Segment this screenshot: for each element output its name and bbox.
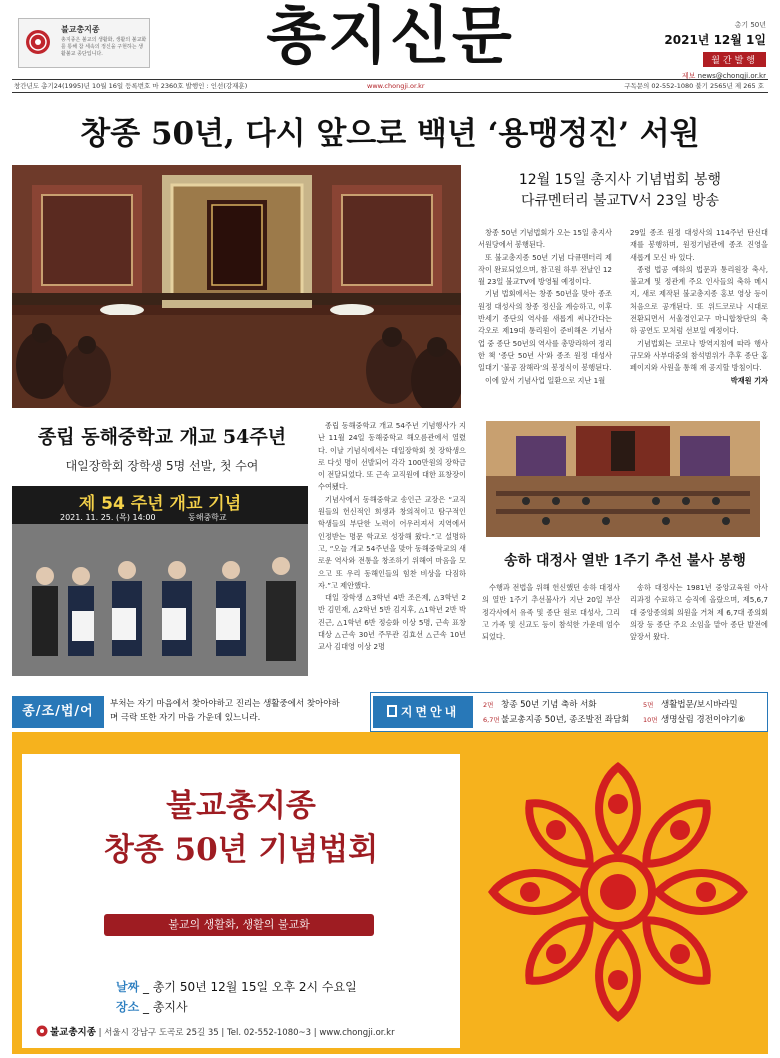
issue-info <box>664 20 766 81</box>
guide-page: 10면 <box>643 716 658 724</box>
article1-paragraph: 종령 법공 예하의 법문과 통리원장 축사, 불교계 및 정관계 주요 인사들의 축하 메시지, 새로 제작된 불교총지종 홍보 영상 등이 처음으로 공개된다. 또 위드코로나 시대로 전환되면서 서울경인교구 마니합창단의 축하 공연도 모처럼 선보일 예정이다. <box>630 264 768 336</box>
ad-place-line <box>116 998 188 1015</box>
ad-date-line <box>116 978 357 995</box>
dharma-wheel-small-icon <box>36 1025 48 1037</box>
masthead-info-box <box>18 18 150 68</box>
anniversary-ad[interactable] <box>12 732 768 1054</box>
article3-paragraph: 송하 대정사는 1981년 중앙교육원 아사리과정 수료하고 승직에 올랐으며, 제5,6,7대 중앙종의회 의원을 거쳐 제 6,7대 종의회 의장 등 종단 주요 소임을 맡아 종단 발전에 앞장서 왔다. <box>630 583 768 642</box>
masthead <box>0 0 780 78</box>
article1-paragraph: 또 불교총지종 50년 기념 다큐멘터리 제작이 완료되었으며, 참고원 하루 전날인 12월 23일 불교TV에 방영될 예정이다. <box>478 252 612 287</box>
website-link[interactable]: www.chongji.or.kr <box>367 82 425 90</box>
memorial-service-photo <box>486 421 760 537</box>
guide-item[interactable] <box>643 699 738 711</box>
ad-title <box>22 784 460 872</box>
guide-page: 2면 <box>483 701 494 709</box>
article1-paragraph: 기념 법회에서는 창종 50년을 맞아 종조 원정 대성사의 창종 정신을 계승하고, 이후 반세기 종단의 역사를 새롭게 써나간다는 각오로 제19대 통리원이 준비해온 기념사업 중 종단 50년의 역사를 총망라하여 정리한 책 '종단 50년 사'와 종조 원정 대성사 일대기 '불공 잠해라'의 봉정식이 봉행된다. <box>478 289 612 373</box>
guide-item[interactable] <box>643 714 745 726</box>
ad-title-line2: 창종 50년 기념법회 <box>103 832 379 868</box>
tip-email-address[interactable]: news@chongji.or.kr <box>697 72 766 80</box>
article1-column2 <box>630 227 768 387</box>
ad-place-label: 장소 <box>116 1000 140 1014</box>
article3-title[interactable]: 송하 대정사 열반 1주기 추선 불사 봉행 <box>504 553 746 569</box>
article1-column1 <box>478 227 612 387</box>
ad-place-value: _ 총지사 <box>143 1000 188 1014</box>
publication-info-bar <box>12 79 768 93</box>
since-label: 총기 50년 <box>734 21 766 29</box>
school-anniversary-photo <box>12 486 308 676</box>
article1-paragraph: 이에 앞서 기념사업 일환으로 지난 1월 <box>485 375 606 385</box>
school-banner-date: 2021. 11. 25. (목) 14:00 <box>60 513 156 522</box>
article2-subtitle: 대일장학회 장학생 5명 선발, 첫 수여 <box>65 459 259 473</box>
guide-title: 창종 50년 기념 축하 서화 <box>501 700 597 710</box>
article3-column1 <box>482 582 620 643</box>
dharma-wheel-logo-icon <box>25 29 51 55</box>
box-text: 총지종은 불교의 생활화, 생활의 불교화를 통해 참 세속의 정신을 구현하는 생활불교 종단입니다. <box>61 37 147 57</box>
issue-date: 2021년 12월 1일 <box>664 33 766 47</box>
monthly-badge: 월간발행 <box>703 52 766 67</box>
school-banner-text: 제 54 주년 개교 기념 <box>78 494 242 514</box>
article2-paragraph: 대일 장학생 △3학년 4반 조은제, △3학년 2반 김민재, △2학년 5반 김지후, △1학년 2반 박진근, △1학년 6반 정승화 이상 5명, 근속 표창 대상 △근속 30년 주무관 김효선 △근속 10년 교사 김대영 이상 2명 <box>318 593 466 652</box>
motto-text: 부처는 자기 마음에서 찾아야하고 진리는 생활중에서 찾아야하며 극락 또한 자기 마음 가운데 있느니라. <box>110 699 340 723</box>
bottom-info-bar <box>12 692 768 732</box>
article3-paragraph: 수행과 전법을 위해 헌신했던 송하 대정사의 열반 1주기 추선불사가 지난 20일 부산 정각사에서 유족 및 종단 원로 대성사, 그리고 가족 및 신교도 등이 참석한 가운데 엄수되었다. <box>482 583 620 642</box>
subscription-info: 구독문의 02-552-1080 불기 2565년 제 265 호 <box>624 82 764 90</box>
school-photo-scene <box>12 486 308 676</box>
document-icon <box>387 705 397 717</box>
guide-title: 생활법문/보시바라밀 <box>661 700 738 710</box>
main-headline[interactable]: 창종 50년, 다시 앞으로 백년 ‘용맹정진’ 서원 <box>80 116 700 152</box>
article2-body <box>318 420 466 654</box>
article1-subtitle-line2: 다큐멘터리 불교TV서 23일 방송 <box>520 193 720 209</box>
ad-footer-text: | 서울시 강남구 도곡로 25길 35 | Tel. 02-552-1080~3 | www.chongji.or.kr <box>95 1028 395 1038</box>
guide-page: 5면 <box>643 701 654 709</box>
article1-paragraph: 29일 종조 원정 대성사의 114주년 탄신대재를 봉행하며, 원정기념관에 종조 진영을 새롭게 모신 바 있다. <box>630 228 768 262</box>
guide-title: 불교총지종 50년, 종조발전 좌담회 <box>501 715 630 725</box>
newspaper-title: 총지신문 <box>266 0 514 72</box>
article1-paragraph: 창종 50년 기념법회가 오는 15일 총지사 서원당에서 봉행된다. <box>478 228 612 250</box>
tip-label: 제보 <box>681 72 696 80</box>
guide-title: 생명살림 경전이야기⑥ <box>661 715 746 725</box>
guide-item[interactable] <box>483 714 629 726</box>
article2-paragraph: 기념사에서 동해중학교 송인근 교장은 “교직원들의 헌신적인 희생과 창의적이고 탐구적인 학생들의 부단한 노력이 어우러져서 지역에서 인정받는 명문 학교로 성장해 왔다.”고 설명하고, “오늘 개교 54주년을 맞아 동해중학교의 새로운 역사와 전통을 창조하기 위해여 마음을 모으고 또 우리 동해인들의 힘찬 비상을 다짐하자.”고 제안했다. <box>318 494 466 590</box>
motto-label: 종/조/법/어 <box>12 696 104 728</box>
ad-slogan-banner: 불교의 생활화, 생활의 불교화 <box>104 914 374 936</box>
lotus-emblem-icon <box>478 742 758 1042</box>
registration-info: 창간년도 총기24(1995)년 10월 16일 등록번호 마 2360호 발행인 : 인선(강재훈) <box>14 82 248 90</box>
page-guide-label-text: 지면안내 <box>400 705 460 719</box>
page-guide-label <box>373 696 473 728</box>
ad-date-value: _ 총기 50년 12월 15일 오후 2시 수요일 <box>143 980 357 994</box>
guide-page: 6,7면 <box>483 716 500 724</box>
article3-column2 <box>630 582 768 643</box>
article1-subtitle-line1: 12월 15일 총지사 기념법회 봉행 <box>518 172 722 188</box>
article1-paragraph: 기념법회는 코로나 방역지침에 따라 행사 규모와 사부대중의 참석범위가 추후 종단 홈페이지와 사원을 통해 재 공지할 방침이다. <box>630 338 768 373</box>
school-banner-name: 동해중학교 <box>188 513 227 522</box>
ad-title-line1: 불교총지종 <box>166 788 316 824</box>
ceremony-hall-photo <box>12 165 461 408</box>
page-guide <box>370 692 768 732</box>
ad-date-label: 날짜 <box>116 980 140 994</box>
guide-item[interactable] <box>483 699 597 711</box>
article2-paragraph: 종립 동해중학교 개교 54주년 기념행사가 지난 11월 24일 동해중학교 해오름관에서 열렸다. 이날 기념식에서는 대일장학회 첫 장학생으로 다섯 명이 선발되어 각각 100만원의 장학금이 전달되었다. 또 근속 교직원에 대한 표창장이 수여됐다. <box>318 421 466 492</box>
ad-footer <box>36 1024 450 1038</box>
article2-title[interactable]: 종립 동해중학교 개교 54주년 <box>37 426 287 448</box>
article1-subtitle[interactable] <box>470 170 770 212</box>
ad-content-panel <box>22 754 460 1048</box>
article1-byline: 박재원 기자 <box>730 375 768 385</box>
box-title: 불교총지종 <box>61 25 100 34</box>
ad-footer-brand: 불교총지종 <box>50 1027 96 1038</box>
